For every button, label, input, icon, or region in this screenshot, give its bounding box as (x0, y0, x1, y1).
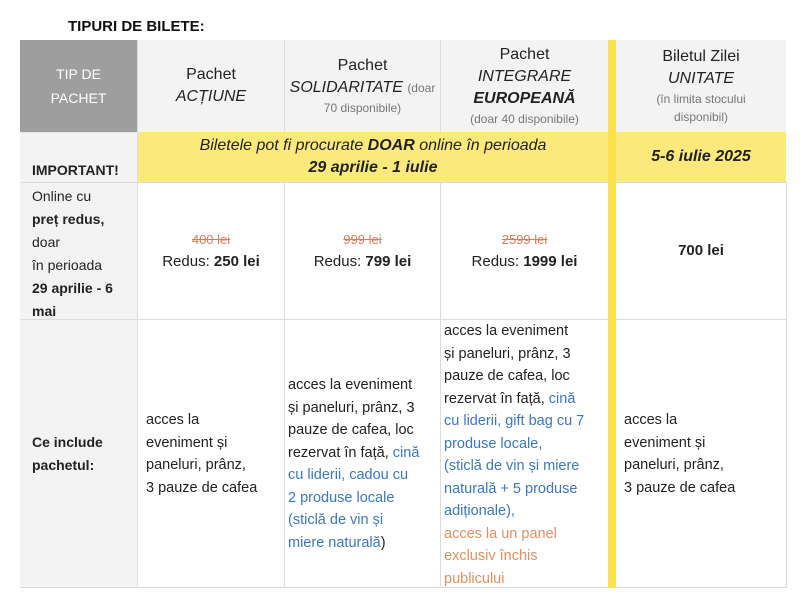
grid-line (440, 182, 441, 588)
header-integrare (441, 40, 608, 132)
header-col3-line1: Pachet (499, 46, 550, 63)
price-label-bold2: 29 aprilie - 6 (32, 280, 113, 296)
day-ticket-separator (608, 40, 616, 588)
price-row-label (20, 183, 137, 319)
include-line: 3 pauze de cafea (624, 479, 736, 496)
include-line-exclusive: publicului (444, 570, 505, 587)
include-line: pauze de cafea, loc (444, 368, 570, 384)
header-left-line2: PACHET (50, 90, 107, 106)
grid-line (20, 182, 787, 183)
include-line-highlight: cină (392, 444, 420, 461)
include-line: ) (380, 534, 386, 551)
day-ticket-dates-text: 5-6 iulie 2025 (651, 148, 751, 165)
include-line-highlight: cină (548, 390, 576, 407)
header-col3-line3: EUROPEANĂ (473, 90, 576, 107)
day-ticket-price: 700 lei (678, 242, 724, 259)
header-col2-note2: 70 disponibile) (323, 101, 402, 115)
include-line-highlight: cu liderii, gift bag cu 7 (444, 413, 585, 429)
header-col2-line1: Pachet (337, 57, 388, 74)
grid-line (20, 319, 787, 320)
include-line: acces la (146, 412, 200, 428)
header-col3-line2: INTEGRARE (477, 68, 572, 85)
header-biletul-zilei (616, 40, 786, 132)
include-solidaritate (285, 320, 440, 588)
price-biletul-zilei (616, 183, 786, 319)
include-integrare (441, 320, 608, 588)
include-line: și paneluri, prânz, 3 (288, 399, 415, 416)
include-line: acces la eveniment (288, 377, 413, 393)
price-label-bold1: preț redus, (32, 211, 105, 227)
header-col4-line1: Biletul Zilei (662, 48, 740, 65)
include-line: acces la (624, 412, 678, 428)
new-price: 1999 lei (523, 253, 578, 270)
redus-label: Redus: (313, 253, 366, 270)
price-label-line3: doar (32, 234, 61, 250)
grid-line (440, 40, 441, 132)
include-line: paneluri, prânz, (146, 457, 246, 473)
important-text-bold: DOAR (367, 137, 415, 154)
include-actiune (138, 320, 284, 588)
new-price: 250 lei (213, 253, 260, 270)
include-line: și paneluri, prânz, 3 (444, 345, 571, 362)
header-col4-note2: disponibil) (673, 110, 729, 124)
price-actiune (138, 183, 284, 319)
old-price: 999 lei (343, 232, 382, 247)
new-price: 799 lei (365, 253, 412, 270)
header-package-type (20, 40, 137, 132)
include-line: pauze de cafea, loc (288, 422, 414, 438)
include-line-highlight: (sticlă de vin și (288, 512, 384, 528)
price-label-line1: Online cu (32, 188, 92, 204)
include-line-highlight: miere naturală (288, 534, 381, 551)
include-line-highlight: (sticlă de vin și miere (444, 458, 580, 474)
include-line: paneluri, prânz, (624, 457, 724, 473)
header-col3-note: (doar 40 disponibile) (470, 112, 579, 126)
page-title: TIPURI DE BILETE: (68, 18, 205, 35)
include-line: acces la eveniment (444, 323, 569, 339)
important-text-post: online în perioada (414, 137, 547, 154)
price-label-bold3: mai (32, 303, 57, 319)
price-label-line4: în perioada (32, 257, 103, 273)
include-row-label (20, 320, 137, 588)
important-text-pre: Biletele pot fi procurate (199, 137, 368, 154)
include-biletul-zilei (616, 320, 786, 588)
include-line: rezervat în față, (288, 444, 393, 461)
header-col4-line2: UNITATE (667, 70, 735, 87)
header-col1-line2: ACȚIUNE (175, 88, 247, 105)
price-integrare (441, 183, 608, 319)
important-dates: 29 aprilie - 1 iulie (308, 159, 438, 176)
header-solidaritate (285, 40, 440, 132)
header-actiune (138, 40, 284, 132)
include-line-highlight: adiționale), (444, 503, 515, 519)
include-line: eveniment și (146, 434, 228, 451)
old-price: 400 lei (191, 232, 231, 247)
include-label-line1: Ce include (32, 434, 103, 450)
include-line-highlight: naturală + 5 produse (444, 480, 578, 497)
include-line: 3 pauze de cafea (146, 479, 258, 496)
price-solidaritate (285, 183, 440, 319)
include-line: rezervat în față, (444, 390, 549, 407)
important-notice (138, 132, 608, 182)
grid-line (786, 182, 787, 588)
header-col4-note1: (în limita stocului (656, 92, 746, 106)
include-line: eveniment și (624, 434, 706, 451)
include-line-exclusive: acces la un panel (444, 525, 557, 542)
redus-label: Redus: (162, 253, 214, 270)
grid-line (284, 182, 285, 588)
include-line-highlight: produse locale, (444, 435, 543, 452)
grid-line (20, 587, 787, 588)
include-line-highlight: 2 produse locale (288, 489, 395, 506)
include-line-highlight: cu liderii, cadou cu (288, 467, 409, 483)
header-col2-note1: (doar (407, 81, 436, 95)
grid-line (284, 40, 285, 132)
day-ticket-dates (616, 132, 786, 182)
header-left-line1: TIP DE (56, 66, 101, 82)
header-col2-line2: SOLIDARITATE (289, 79, 403, 96)
grid-line (137, 40, 138, 588)
grid-line (20, 132, 137, 133)
redus-label: Redus: (471, 253, 524, 270)
header-col1-line1: Pachet (186, 66, 236, 83)
important-label: IMPORTANT! (20, 132, 137, 182)
old-price: 2599 lei (501, 232, 548, 247)
include-line-exclusive: exclusiv închis (444, 548, 538, 564)
include-label-line2: pachetul: (32, 457, 95, 473)
